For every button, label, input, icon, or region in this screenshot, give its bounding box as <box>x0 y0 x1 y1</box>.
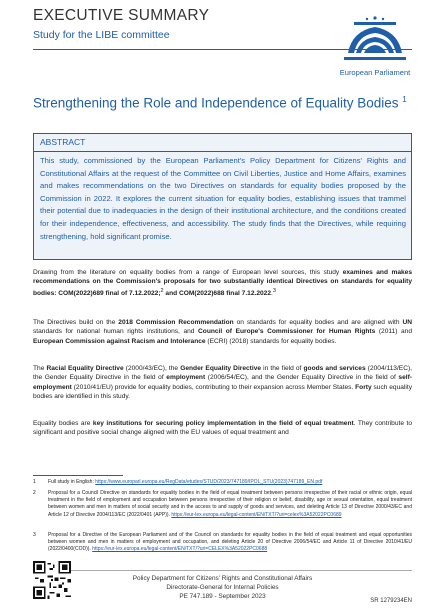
footer-pe-reference: PE 747.189 - September 2023 <box>179 593 266 600</box>
footnote-number: 2 <box>33 490 36 496</box>
footnote-link[interactable]: https://eur-lex.europa.eu/legal-content/EN/TXT/?uri=celex%3A52022PC0689 <box>171 511 342 518</box>
p1-footnote-3[interactable]: 3 <box>272 287 276 294</box>
footnote-text: Proposal for a Directive of the European Parliament and of the Council on standards for equality bodies in the field of equal treatment and equal opportunities between women and men in matters of employment and occupation, and deleting Article 20 of Directive 2006/54/EC and Article 11 of Directive 2010/41/EU (2022/0400(COD)). <box>48 532 412 553</box>
p2-text-c: on standards for equality bodies and are aligned with <box>233 319 403 326</box>
p2-text-i: (ECRI) (2018) standards for equality bodies. <box>205 337 337 345</box>
footnote-number: 3 <box>33 532 36 538</box>
footer-directorate: Directorate-General for Internal Policies <box>166 584 279 591</box>
p4-text-a: Equality bodies are <box>33 420 93 427</box>
p1-period: . <box>270 290 273 297</box>
p3-text-m: such equality bodies are identified in this study. <box>33 383 412 401</box>
p3-text-i: (2006/54/EC), and the Gender Equality Directive in the field of <box>205 374 399 382</box>
paragraph-1 <box>33 268 412 298</box>
p3-text-k: (2010/41/EU) provide for equality bodies, contributing to their expansion across Member States. <box>71 383 356 391</box>
footer-catalogue-ref: SR 1279234EN <box>370 598 412 604</box>
document-title-footnote-ref[interactable]: 1 <box>402 95 407 104</box>
abstract-box <box>33 133 412 260</box>
footnote-2 <box>33 490 412 519</box>
p3-bold-goods: goods and services <box>303 365 366 372</box>
footnote-text: Full study in English: <box>48 479 96 485</box>
header-subtitle: Study for the LIBE committee <box>33 29 170 41</box>
footnote-3 <box>33 532 412 554</box>
p2-bold-ecri: European Commission against Racism and Intolerance <box>33 337 206 345</box>
p3-text-g: (2004/113/EC), the Gender Equality Directive in the field of <box>33 365 412 382</box>
p4-text-c: . They contribute to significant and positive social change aligned with the EU values of equal treatment and <box>33 420 413 437</box>
p1-footnote-2[interactable]: 2 <box>160 287 164 294</box>
p1-bold: examines and makes recommendations on the Commission's proposals for two substantially identical Directives on standards for equality bodies <box>33 269 412 297</box>
document-title <box>33 95 423 111</box>
p2-text-e: standards for national human rights institutions, and <box>33 328 199 336</box>
footnote-1 <box>33 479 412 486</box>
p3-bold-gender: Gender Equality Directive <box>180 365 262 372</box>
p1-ref-1: : COM(2022)689 final of 7.12.2022; <box>54 290 161 297</box>
p3-text-c: (2000/43/EC), the <box>123 365 181 372</box>
p3-text-e: in the field of <box>261 365 304 372</box>
p2-bold-un: UN <box>402 319 412 326</box>
p3-bold-employment: employment <box>166 374 206 382</box>
p1-and: and <box>163 290 179 297</box>
p1-text: Drawing from the literature on equality bodies from a range of European level sources, this study <box>33 269 343 276</box>
paragraph-2 <box>33 318 412 346</box>
footnote-divider <box>33 475 123 476</box>
logo-label: European Parliament <box>339 68 411 77</box>
header-title: EXECUTIVE SUMMARY <box>33 7 210 24</box>
document-title-text: Strengthening the Role and Independence of Equality Bodies <box>33 95 399 111</box>
footnote-link[interactable]: https://www.europarl.europa.eu/RegData/etudes/STUD/2023/747189/IPOL_STU(2023)747189_EN.pdf <box>95 479 323 485</box>
footer-department: Policy Department for Citizens' Rights and Constitutional Affairs <box>132 575 313 582</box>
abstract-divider <box>34 151 411 152</box>
european-parliament-logo <box>340 13 410 67</box>
p2-text-g: (2011) and <box>375 328 412 336</box>
p4-bold: key institutions for securing policy implementation in the field of equal treatment <box>92 420 354 427</box>
p2-bold-recommendation: 2018 Commission Recommendation <box>118 319 234 326</box>
footnote-text: Proposal for a Council Directive on standards for equality bodies in the field of equal treatment between persons irrespective of their racial or ethnic origin, equal treatment in the field of employment and occupation between persons irrespective of their religion or belief, disability, age or sexual orientation, equal treatment between women and men in matters of social security and in the access to and supply of goods and services, and deleting Article 13 of Directive 2000/43/EC and Article 12 of Directive 2004/113/EC (2022/0401 (APP)). <box>48 490 412 518</box>
p1-ref-2: COM(2022)688 final 7.12.2022 <box>178 290 271 297</box>
footnote-link[interactable]: https://eur-lex.europa.eu/legal-content/EN/TXT/?uri=CELEX%3A52022PC0688 <box>92 546 268 553</box>
p2-text-a: The Directives build on the <box>33 319 119 326</box>
paragraph-4 <box>33 419 412 438</box>
p3-text-a: The <box>33 365 47 372</box>
p3-bold-self-employment: self-employment <box>33 374 412 391</box>
paragraph-3 <box>33 364 412 402</box>
footnote-number: 1 <box>33 479 36 485</box>
p2-bold-coe: Council of Europe's Commissioner for Human Rights <box>198 328 376 336</box>
p3-bold-forty: Forty <box>355 383 372 391</box>
p3-bold-racial: Racial Equality Directive <box>46 365 124 372</box>
footer-divider <box>33 570 412 571</box>
abstract-text: This study, commissioned by the European Parliament's Policy Department for Citizens' Rights and Constitutional Affairs at the request of the Committee on Civil Liberties, Justice and Home Affairs, examines and makes recommendations on the two Directives on standards for equality bodies proposed by the Commission in 2022. It explores the current situation for equality bodies, establishing issues that trammel their potential due to inadequacies in the design of their institutional architecture, and the conditions created for their independence, effectiveness, and accessibility. The study finds that the Directives, while requiring strengthening, hold significant promise. <box>40 156 406 241</box>
abstract-heading: ABSTRACT <box>40 137 86 147</box>
